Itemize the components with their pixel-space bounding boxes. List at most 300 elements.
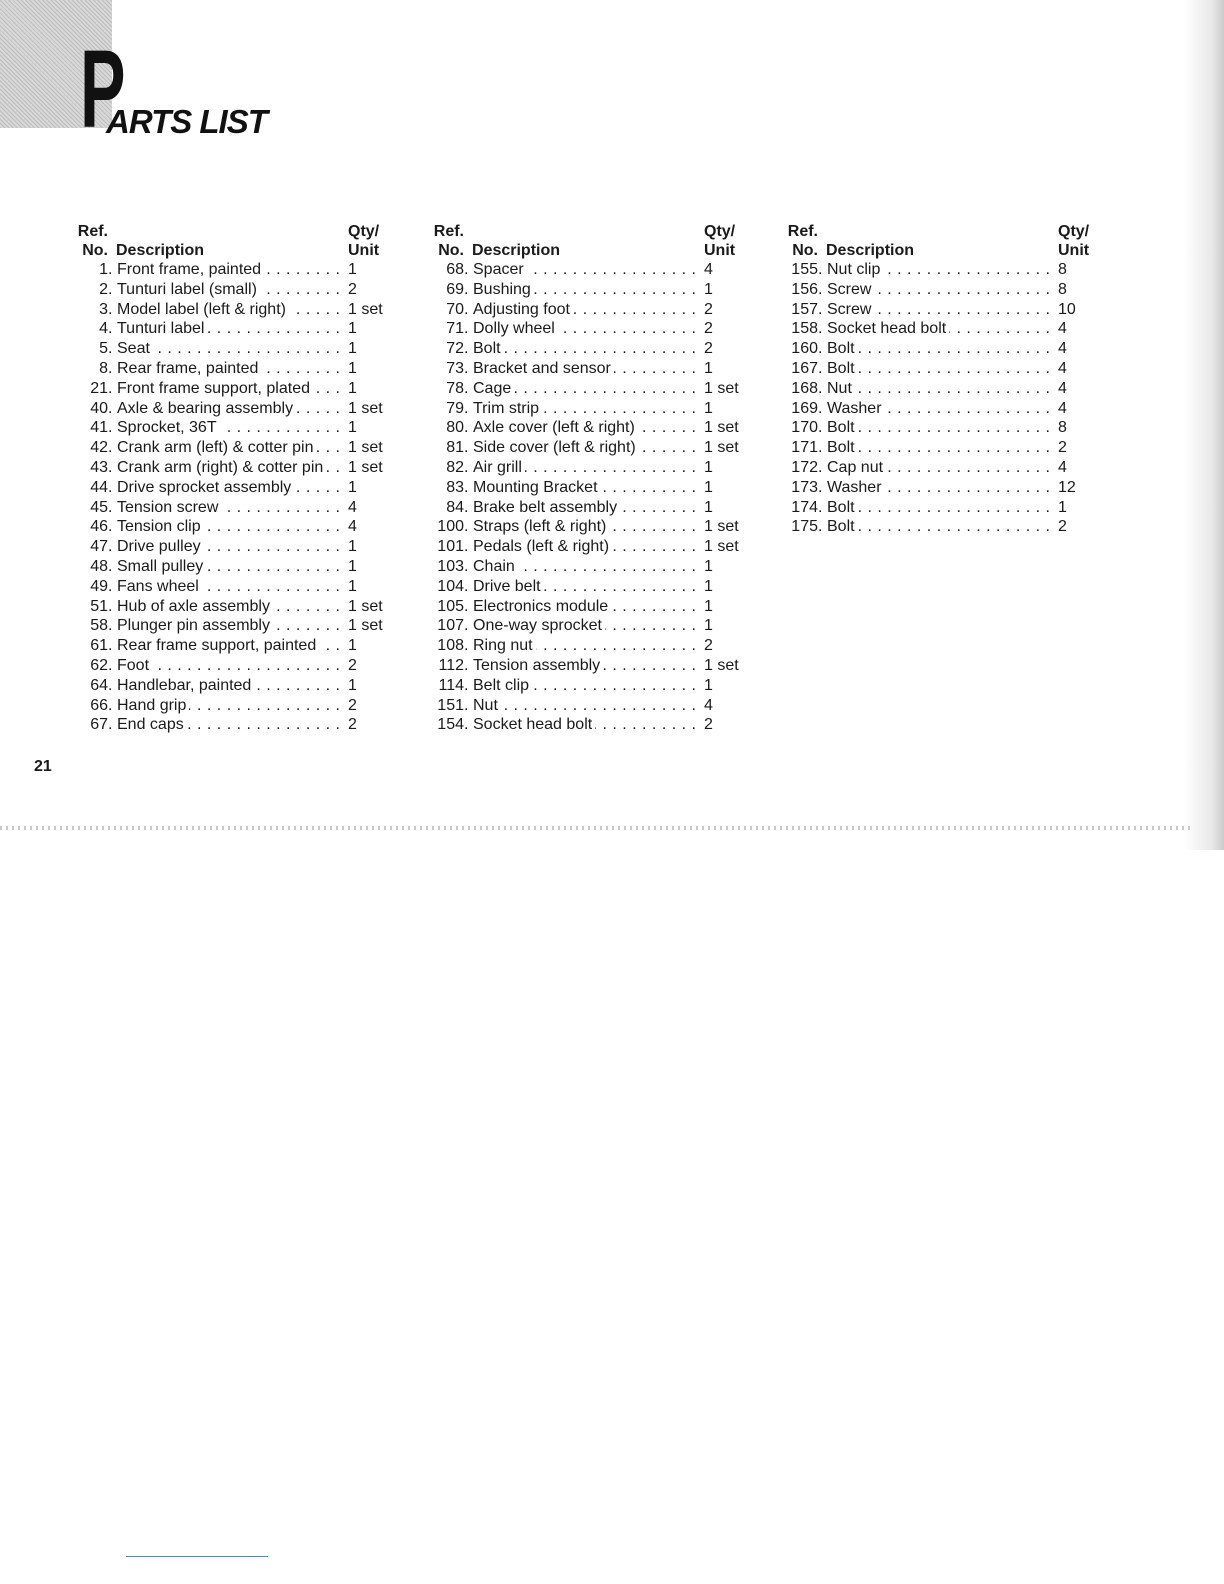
part-description-cell [108,715,342,735]
part-description-cell [464,359,698,379]
part-ref-number: 103 [437,557,464,575]
page-edge-line [0,826,1190,830]
part-description-cell [818,399,1052,419]
part-quantity: 2 [704,716,713,734]
ref-header: Ref. [787,223,818,240]
part-quantity: 1 [704,676,713,694]
part-row [426,418,756,438]
part-description: Rear frame, painted [117,360,261,377]
part-row [70,319,400,339]
part-description-cell [464,557,698,577]
unit-header: Unit [1058,242,1090,259]
part-description-cell [464,260,698,280]
part-description-cell [818,379,1052,399]
part-row [426,458,756,478]
part-description: Model label (left & right) [117,301,289,318]
part-row [70,300,400,320]
part-description: Washer [827,479,885,496]
part-description-cell [464,478,698,498]
column-header-line-2 [780,241,1110,260]
part-row [426,399,756,419]
part-ref-number: 68 [446,261,464,278]
part-ref-number: 158 [791,320,818,338]
part-quantity: 1 set [704,656,739,674]
part-description: Bolt [827,499,858,516]
part-description: Cage [473,380,514,397]
part-quantity: 2 [1058,439,1067,457]
part-ref-number: 61 [90,637,108,655]
part-ref-number: 108 [437,637,464,655]
part-ref-number: 82 [446,458,464,476]
part-ref-number: 8 [99,359,108,377]
part-ref-number: 84 [446,498,464,516]
part-description-cell [464,676,698,696]
part-ref-number: 70 [446,300,464,318]
unit-header: Unit [704,242,736,259]
part-row [426,260,756,280]
part-quantity: 1 [704,498,713,516]
part-description-cell [108,359,342,379]
part-description: Front frame support, plated [117,380,313,397]
part-quantity: 1 [1058,498,1067,516]
part-description: Spacer [473,261,527,278]
part-description-cell [108,438,342,458]
column-header-line-2 [70,241,400,260]
part-description-cell [108,379,342,399]
part-description-cell [108,696,342,716]
column-header-line-1 [780,222,1110,241]
part-quantity: 1 set [704,419,739,437]
part-row [780,260,1110,280]
part-ref-number: 80 [446,419,464,437]
part-row [780,280,1110,300]
part-description: Axle & bearing assembly [117,400,296,417]
part-description-cell [464,636,698,656]
part-description: Mounting Bracket [473,479,601,496]
part-row [70,636,400,656]
part-quantity: 1 [348,538,357,556]
part-ref-number: 67 [90,716,108,734]
part-quantity: 1 set [704,379,739,397]
part-quantity: 1 [348,637,357,655]
part-description-cell [108,458,342,478]
part-description: Hand grip [117,697,189,714]
part-description-cell [818,498,1052,518]
part-row [70,656,400,676]
part-description: Tunturi label [117,320,207,337]
part-row [70,478,400,498]
part-ref-number: 175 [791,518,818,536]
part-row [780,438,1110,458]
part-ref-number: 107 [437,617,464,635]
part-quantity: 1 [704,478,713,496]
part-ref-number: 42 [90,439,108,457]
part-description-cell [464,280,698,300]
part-ref-number: 71 [446,320,464,338]
part-quantity: 8 [1058,280,1067,298]
part-ref-number: 72 [446,340,464,358]
part-description-cell [108,577,342,597]
part-quantity: 1 [704,597,713,615]
part-description: Handlebar, painted [117,677,254,694]
part-ref-number: 48 [90,557,108,575]
part-quantity: 4 [704,696,713,714]
part-row [426,676,756,696]
part-description: Axle cover (left & right) [473,419,638,436]
part-description: Front frame, painted [117,261,264,278]
part-ref-number: 62 [90,656,108,674]
part-description-cell [108,260,342,280]
part-row [426,478,756,498]
part-description-cell [818,478,1052,498]
part-description: Washer [827,400,885,417]
part-description: Screw [827,281,874,298]
part-description: Bolt [827,360,858,377]
part-description: Small pulley [117,558,206,575]
part-description: Socket head bolt [473,716,595,733]
description-header: Description [116,242,205,259]
title-initial: P [80,28,126,151]
part-description: Socket head bolt [827,320,949,337]
description-header: Description [826,242,915,259]
title-rest: ARTS LIST [106,103,267,140]
part-quantity: 2 [704,300,713,318]
part-description-cell [464,300,698,320]
part-row [426,280,756,300]
part-ref-number: 83 [446,478,464,496]
part-row [70,399,400,419]
part-ref-number: 73 [446,359,464,377]
part-description-cell [108,280,342,300]
part-quantity: 8 [1058,419,1067,437]
part-description-cell [464,577,698,597]
part-description: Bolt [827,439,858,456]
part-row [426,339,756,359]
part-ref-number: 104 [437,577,464,595]
part-description: Ring nut [473,637,536,654]
part-description: Sprocket, 36T [117,419,220,436]
part-quantity: 1 set [704,439,739,457]
part-ref-number: 43 [90,458,108,476]
part-row [70,616,400,636]
part-row [426,359,756,379]
part-quantity: 1 [348,557,357,575]
part-ref-number: 173 [791,478,818,496]
part-ref-number: 58 [90,617,108,635]
part-ref-number: 49 [90,577,108,595]
part-description: End caps [117,716,187,733]
no-header: No. [792,242,818,259]
part-ref-number: 21 [90,379,108,397]
part-description: Plunger pin assembly [117,617,273,634]
part-row [780,517,1110,537]
part-quantity: 1 set [348,439,383,457]
part-ref-number: 5 [99,340,108,358]
part-ref-number: 46 [90,518,108,536]
part-quantity: 4 [1058,399,1067,417]
part-description: Fans wheel [117,578,202,595]
part-description: Adjusting foot [473,301,573,318]
part-description-cell [108,300,342,320]
part-quantity: 1 [704,359,713,377]
part-description-cell [464,696,698,716]
part-quantity: 1 set [348,617,383,635]
part-row [426,616,756,636]
part-row [780,399,1110,419]
page-shadow-right [1184,0,1224,850]
bottom-rule [126,1556,268,1557]
part-description-cell [108,597,342,617]
part-quantity: 4 [1058,320,1067,338]
part-quantity: 1 set [704,518,739,536]
part-description: Drive belt [473,578,544,595]
part-quantity: 1 [704,557,713,575]
part-quantity: 4 [348,518,357,536]
part-quantity: 1 [348,577,357,595]
part-description-cell [464,418,698,438]
part-ref-number: 69 [446,280,464,298]
part-quantity: 1 set [348,399,383,417]
part-ref-number: 4 [99,320,108,338]
part-quantity: 4 [1058,379,1067,397]
part-quantity: 2 [1058,518,1067,536]
part-description-cell [464,616,698,636]
part-row [70,597,400,617]
part-ref-number: 155 [791,261,818,278]
part-description-cell [464,656,698,676]
part-description-cell [108,339,342,359]
part-row [426,656,756,676]
part-quantity: 2 [704,637,713,655]
part-quantity: 2 [348,280,357,298]
part-description: Belt clip [473,677,532,694]
part-description-cell [464,458,698,478]
part-row [426,319,756,339]
part-quantity: 10 [1058,300,1076,318]
part-row [426,379,756,399]
part-ref-number: 78 [446,379,464,397]
part-ref-number: 168 [791,379,818,397]
part-row [426,577,756,597]
part-description: Dolly wheel [473,320,558,337]
part-description: Brake belt assembly [473,499,620,516]
part-row [70,418,400,438]
part-row [70,498,400,518]
part-description: Bracket and sensor [473,360,614,377]
part-description-cell [464,517,698,537]
part-quantity: 4 [1058,359,1067,377]
part-description-cell [464,498,698,518]
part-ref-number: 154 [437,716,464,734]
part-description: Crank arm (right) & cotter pin [117,459,326,476]
part-description-cell [818,438,1052,458]
part-quantity: 1 set [348,597,383,615]
part-row [70,379,400,399]
part-description: Bolt [827,419,858,436]
column-header-line-1 [426,222,756,241]
part-row [780,319,1110,339]
part-row [426,537,756,557]
part-description-cell [818,319,1052,339]
part-ref-number: 45 [90,498,108,516]
part-quantity: 1 [704,280,713,298]
part-description-cell [818,260,1052,280]
part-row [426,597,756,617]
part-description: One-way sprocket [473,617,605,634]
page-number: 21 [34,758,52,775]
part-quantity: 4 [1058,458,1067,476]
part-quantity: 1 [348,340,357,358]
part-row [426,438,756,458]
part-description-cell [464,597,698,617]
part-description: Foot [117,657,152,674]
part-row [780,379,1110,399]
part-description-cell [464,537,698,557]
part-row [426,300,756,320]
part-description-cell [818,300,1052,320]
part-quantity: 1 [348,676,357,694]
part-description-cell [818,517,1052,537]
parts-column-3 [780,222,1110,537]
part-description-cell [108,636,342,656]
part-description-cell [464,379,698,399]
part-description-cell [818,339,1052,359]
part-ref-number: 112 [438,656,464,674]
part-ref-number: 2 [99,280,108,298]
part-row [70,458,400,478]
part-description: Rear frame support, painted [117,637,319,654]
part-description: Seat [117,340,153,357]
part-ref-number: 174 [791,498,818,516]
part-ref-number: 51 [90,597,108,615]
part-description: Electronics module [473,598,611,615]
no-header: No. [438,242,464,259]
part-description-cell [108,676,342,696]
column-header-line-1 [70,222,400,241]
part-row [70,359,400,379]
part-description-cell [464,715,698,735]
part-ref-number: 64 [90,676,108,694]
ref-header: Ref. [77,223,108,240]
part-row [70,676,400,696]
part-ref-number: 172 [791,458,818,476]
part-row [70,577,400,597]
part-row [70,715,400,735]
part-description: Trim strip [473,400,542,417]
part-ref-number: 151 [437,696,464,714]
part-description-cell [108,478,342,498]
part-quantity: 4 [348,498,357,516]
part-description-cell [108,517,342,537]
part-row [426,636,756,656]
part-ref-number: 167 [791,359,818,377]
unit-header: Unit [348,242,380,259]
description-header: Description [472,242,561,259]
part-ref-number: 79 [446,399,464,417]
part-description: Tension assembly [473,657,603,674]
part-ref-number: 105 [437,597,464,615]
part-description: Nut clip [827,261,883,278]
part-ref-number: 3 [99,300,108,318]
part-row [70,537,400,557]
part-ref-number: 1 [99,261,108,278]
part-description: Tension clip [117,518,204,535]
part-row [70,557,400,577]
part-ref-number: 101 [437,538,464,556]
part-description: Air grill [473,459,525,476]
part-quantity: 8 [1058,261,1067,278]
part-description-cell [108,498,342,518]
part-description-cell [108,616,342,636]
part-quantity: 2 [348,656,357,674]
part-row [70,339,400,359]
part-ref-number: 170 [791,419,818,437]
part-ref-number: 114 [438,676,464,694]
part-quantity: 1 [348,261,357,278]
part-ref-number: 81 [446,439,464,457]
parts-rows [780,260,1110,537]
parts-rows [426,260,756,735]
part-description: Bolt [827,518,858,535]
part-description: Drive pulley [117,538,204,555]
part-description: Tension screw [117,499,221,516]
part-ref-number: 44 [90,478,108,496]
no-header: No. [82,242,108,259]
part-quantity: 1 [704,577,713,595]
part-ref-number: 41 [90,419,108,437]
part-ref-number: 160 [791,340,818,358]
part-row [780,458,1110,478]
part-description: Bushing [473,281,534,298]
parts-rows [70,260,400,735]
part-quantity: 1 [348,419,357,437]
part-row [70,517,400,537]
part-description: Pedals (left & right) [473,538,612,555]
part-description-cell [464,399,698,419]
part-quantity: 4 [1058,340,1067,358]
parts-column-2 [426,222,756,735]
column-header-line-2 [426,241,756,260]
part-row [426,557,756,577]
part-row [780,418,1110,438]
part-quantity: 2 [704,320,713,338]
part-description-cell [464,438,698,458]
part-description: Nut [473,697,501,714]
part-ref-number: 47 [90,538,108,556]
part-row [426,696,756,716]
part-row [426,715,756,735]
part-description: Crank arm (left) & cotter pin [117,439,317,456]
part-quantity: 1 set [348,300,383,318]
part-description-cell [108,418,342,438]
part-ref-number: 157 [791,300,818,318]
part-ref-number: 171 [791,439,818,457]
part-quantity: 2 [704,340,713,358]
part-description-cell [818,359,1052,379]
part-description-cell [818,280,1052,300]
part-quantity: 1 set [704,538,739,556]
part-description-cell [818,418,1052,438]
part-description: Nut [827,380,855,397]
part-quantity: 2 [348,696,357,714]
part-description: Hub of axle assembly [117,598,273,615]
part-quantity: 1 [348,320,357,338]
part-row [426,498,756,518]
part-quantity: 12 [1058,478,1076,496]
part-quantity: 1 set [348,458,383,476]
part-description-cell [108,537,342,557]
part-quantity: 1 [704,458,713,476]
